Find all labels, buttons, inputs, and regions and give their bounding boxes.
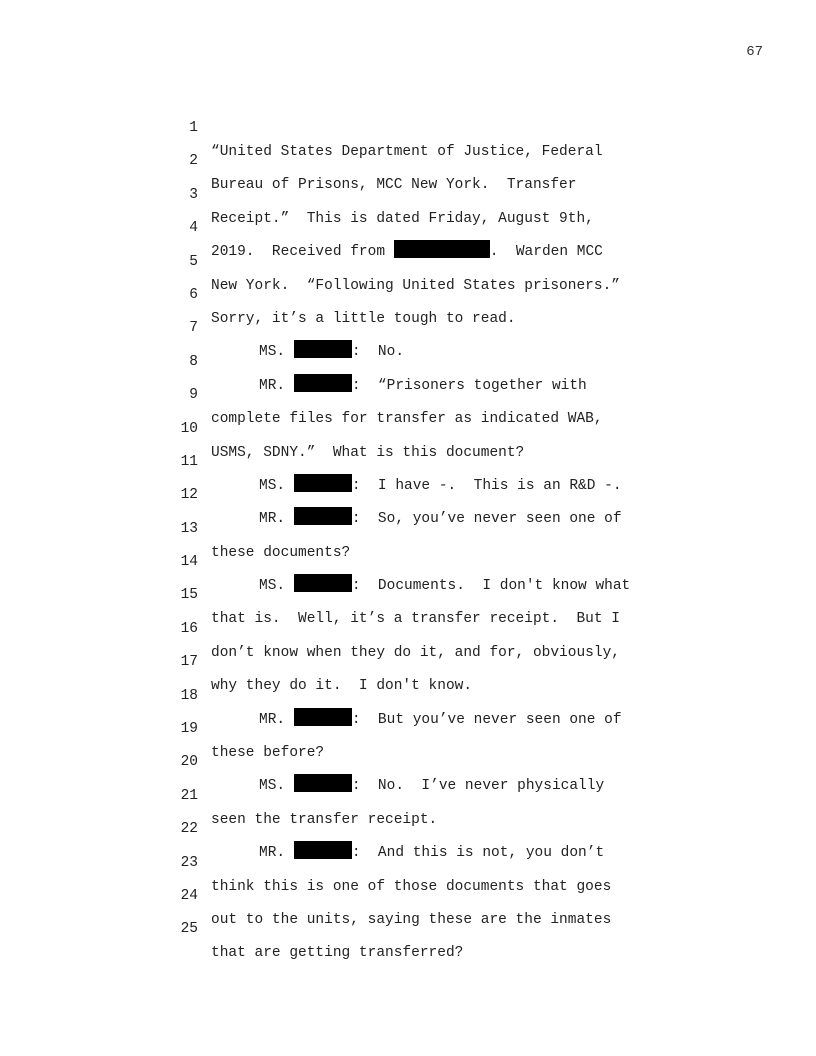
transcript-line-21 (0, 760, 816, 828)
line-number: 21 (180, 787, 198, 804)
transcript-line-13 (0, 493, 816, 561)
line-text: that are getting transferred? (211, 945, 464, 962)
line-number: 25 (180, 921, 198, 938)
line-number: 22 (180, 821, 198, 838)
transcript-line-24 (0, 860, 816, 928)
line-text: seen the transfer receipt. (211, 811, 438, 828)
line-text: don’t know when they do it, and for, obviously, (211, 644, 620, 661)
speaker-line: MS. : No. (259, 340, 404, 364)
transcript-line-1 (0, 92, 816, 160)
line-text: complete files for transfer as indicated WAB, (211, 411, 603, 428)
transcript-body (0, 92, 816, 962)
speaker-line: MR. : “Prisoners together with (259, 374, 587, 398)
transcript-line-17 (0, 626, 816, 695)
transcript-line-5 (0, 226, 816, 294)
speaker-line: MR. : But you’ve never seen one of (259, 708, 622, 732)
line-number: 12 (180, 487, 198, 504)
transcript-line-16 (0, 593, 816, 661)
transcript-line-18 (0, 660, 816, 728)
line-text: Receipt.” This is dated Friday, August 9th, (211, 210, 594, 227)
line-number: 17 (180, 654, 198, 671)
transcript-line-6 (0, 259, 816, 327)
speaker-line: MS. : Documents. I don't know what (259, 574, 630, 598)
line-text: Sorry, it’s a little tough to read. (211, 310, 516, 327)
line-text: Bureau of Prisons, MCC New York. Transfer (211, 177, 577, 194)
transcript-line-14 (0, 526, 816, 595)
line-text: think this is one of those documents that goes (211, 878, 612, 895)
line-text: out to the units, saying these are the inmates (211, 911, 612, 928)
line-number: 2 (189, 153, 198, 170)
transcript-line-23 (0, 827, 816, 895)
line-number: 11 (180, 453, 198, 470)
line-number: 10 (180, 420, 198, 437)
line-number: 5 (189, 253, 198, 270)
line-text: “United States Department of Justice, Federal (211, 144, 603, 160)
transcript-line-7 (0, 292, 816, 361)
line-number: 14 (180, 554, 198, 571)
transcript-line-11 (0, 426, 816, 494)
line-number: 1 (189, 120, 198, 136)
line-text: these before? (211, 745, 325, 762)
speaker-line: MR. : And this is not, you don’t (259, 841, 604, 865)
transcript-line-25 (0, 893, 816, 962)
line-text: these documents? (211, 544, 351, 561)
line-number: 3 (189, 186, 198, 203)
transcript-line-22 (0, 793, 816, 862)
line-number: 24 (180, 887, 198, 904)
transcript-line-3 (0, 159, 816, 227)
speaker-line: MS. : I have -. This is an R&D -. (259, 474, 622, 498)
line-text: that is. Well, it’s a transfer receipt. But I (211, 611, 620, 628)
line-number: 15 (180, 587, 198, 604)
line-number: 8 (189, 353, 198, 370)
transcript-line-19 (0, 693, 816, 762)
transcript-line-15 (0, 559, 816, 628)
line-number: 7 (189, 320, 198, 337)
transcript-line-4 (0, 192, 816, 261)
transcript-line-20 (0, 726, 816, 795)
line-text: why they do it. I don't know. (211, 678, 473, 695)
transcript-line-12 (0, 459, 816, 528)
transcript-line-9 (0, 359, 816, 428)
line-number: 16 (180, 620, 198, 637)
transcript-line-8 (0, 326, 816, 394)
transcript-line-10 (0, 393, 816, 461)
line-text: New York. “Following United States prisoners.” (211, 277, 620, 294)
line-number: 13 (180, 520, 198, 537)
speaker-line: MR. : So, you’ve never seen one of (259, 507, 622, 531)
line-number: 19 (180, 721, 198, 738)
line-number: 6 (189, 286, 198, 303)
line-number: 20 (180, 754, 198, 771)
line-number: 18 (180, 687, 198, 704)
line-text: 2019. Received from . Warden MCC (211, 240, 603, 264)
line-number: 4 (189, 220, 198, 237)
transcript-line-2 (0, 125, 816, 194)
line-number: 9 (189, 387, 198, 404)
speaker-line: MS. : No. I’ve never physically (259, 774, 604, 798)
line-text: USMS, SDNY.” What is this document? (211, 444, 525, 461)
page-number: 67 (746, 44, 763, 60)
line-number: 23 (180, 854, 198, 871)
